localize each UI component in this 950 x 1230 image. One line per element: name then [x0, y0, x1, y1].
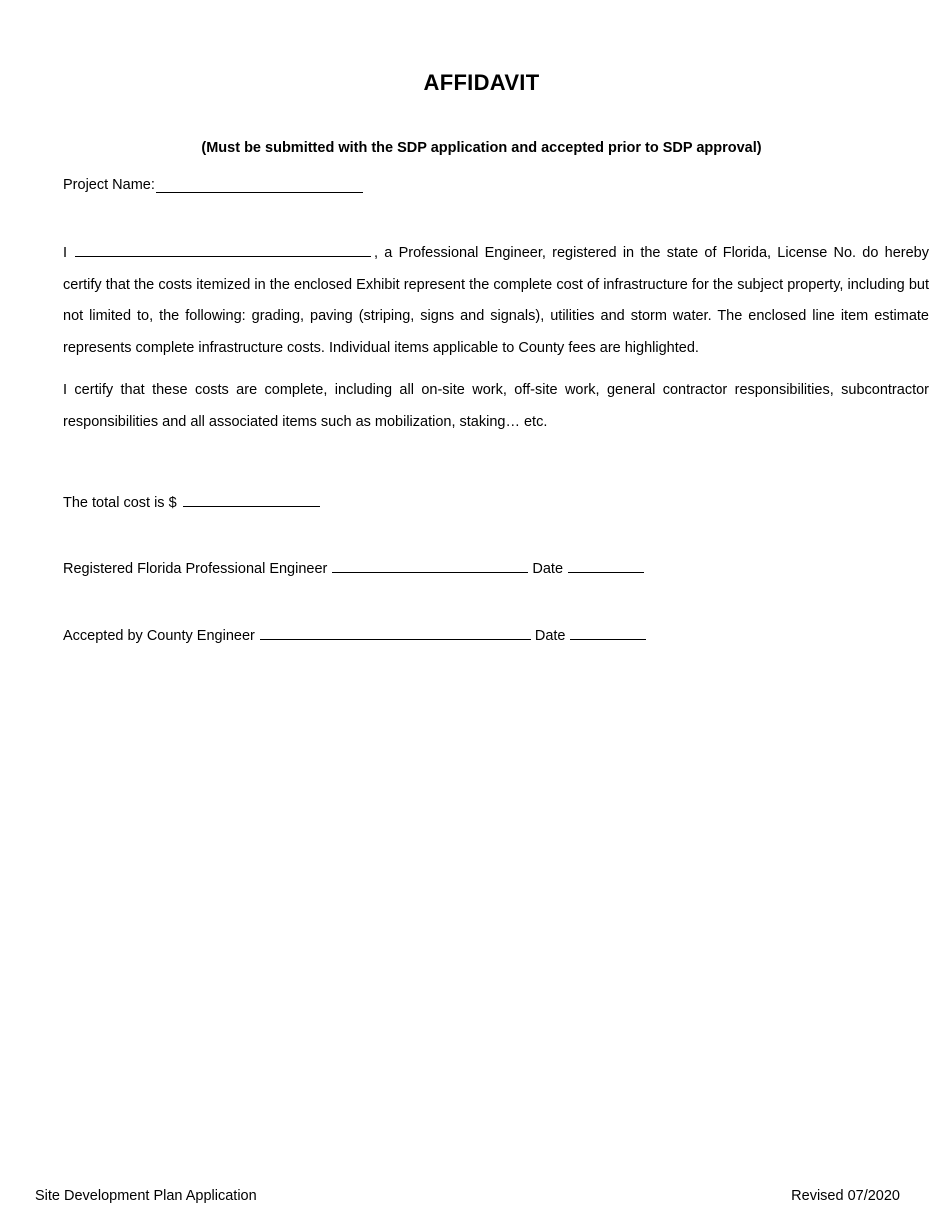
project-name-field[interactable]: [156, 175, 363, 193]
county-signature-row: [63, 624, 646, 644]
total-cost-field[interactable]: [183, 491, 320, 507]
total-cost-label: The total cost is $: [63, 495, 177, 511]
completeness-paragraph: [63, 375, 929, 438]
footer-revision-text: Revised 07/2020: [791, 1188, 900, 1204]
para1-text: , a Professional Engineer, registered in the state of Florida, License No. do hereby certify that the costs itemized in the enclosed Exhibit represent the complete cost of infrastructure for the subject property, including but not limited to, the following: grading, paving (striping, signs and signals), utilities and storm water. The enclosed line item estimate represents complete infrastructure costs. Individual items applicable to County fees are highlighted.: [63, 245, 929, 356]
engineer-signature-row: [63, 557, 644, 577]
para2-text: I certify that these costs are complete, including all on-site work, off-site work, general contractor responsibilities, subcontractor responsibilities and all associated items such as mobilization, staking… etc.: [63, 382, 929, 430]
county-label: Accepted by County Engineer: [63, 628, 255, 644]
total-cost-row: [63, 491, 320, 511]
county-date-label: Date: [534, 628, 566, 644]
project-name-label: Project Name:: [63, 177, 155, 193]
engineer-date-label: Date: [532, 561, 564, 577]
engineer-name-field[interactable]: [75, 241, 371, 257]
certification-paragraph: [63, 238, 929, 364]
engineer-date-field[interactable]: [568, 557, 644, 573]
para1-prefix: I: [63, 245, 68, 261]
engineer-signature-field[interactable]: [332, 557, 528, 573]
project-name-row: [63, 175, 363, 193]
county-signature-field[interactable]: [260, 624, 531, 640]
page-subtitle: (Must be submitted with the SDP application and accepted prior to SDP approval): [201, 140, 762, 156]
footer-left-text: Site Development Plan Application: [35, 1188, 257, 1204]
engineer-label: Registered Florida Professional Engineer: [63, 561, 328, 577]
county-date-field[interactable]: [570, 624, 646, 640]
page-title: AFFIDAVIT: [423, 70, 540, 95]
